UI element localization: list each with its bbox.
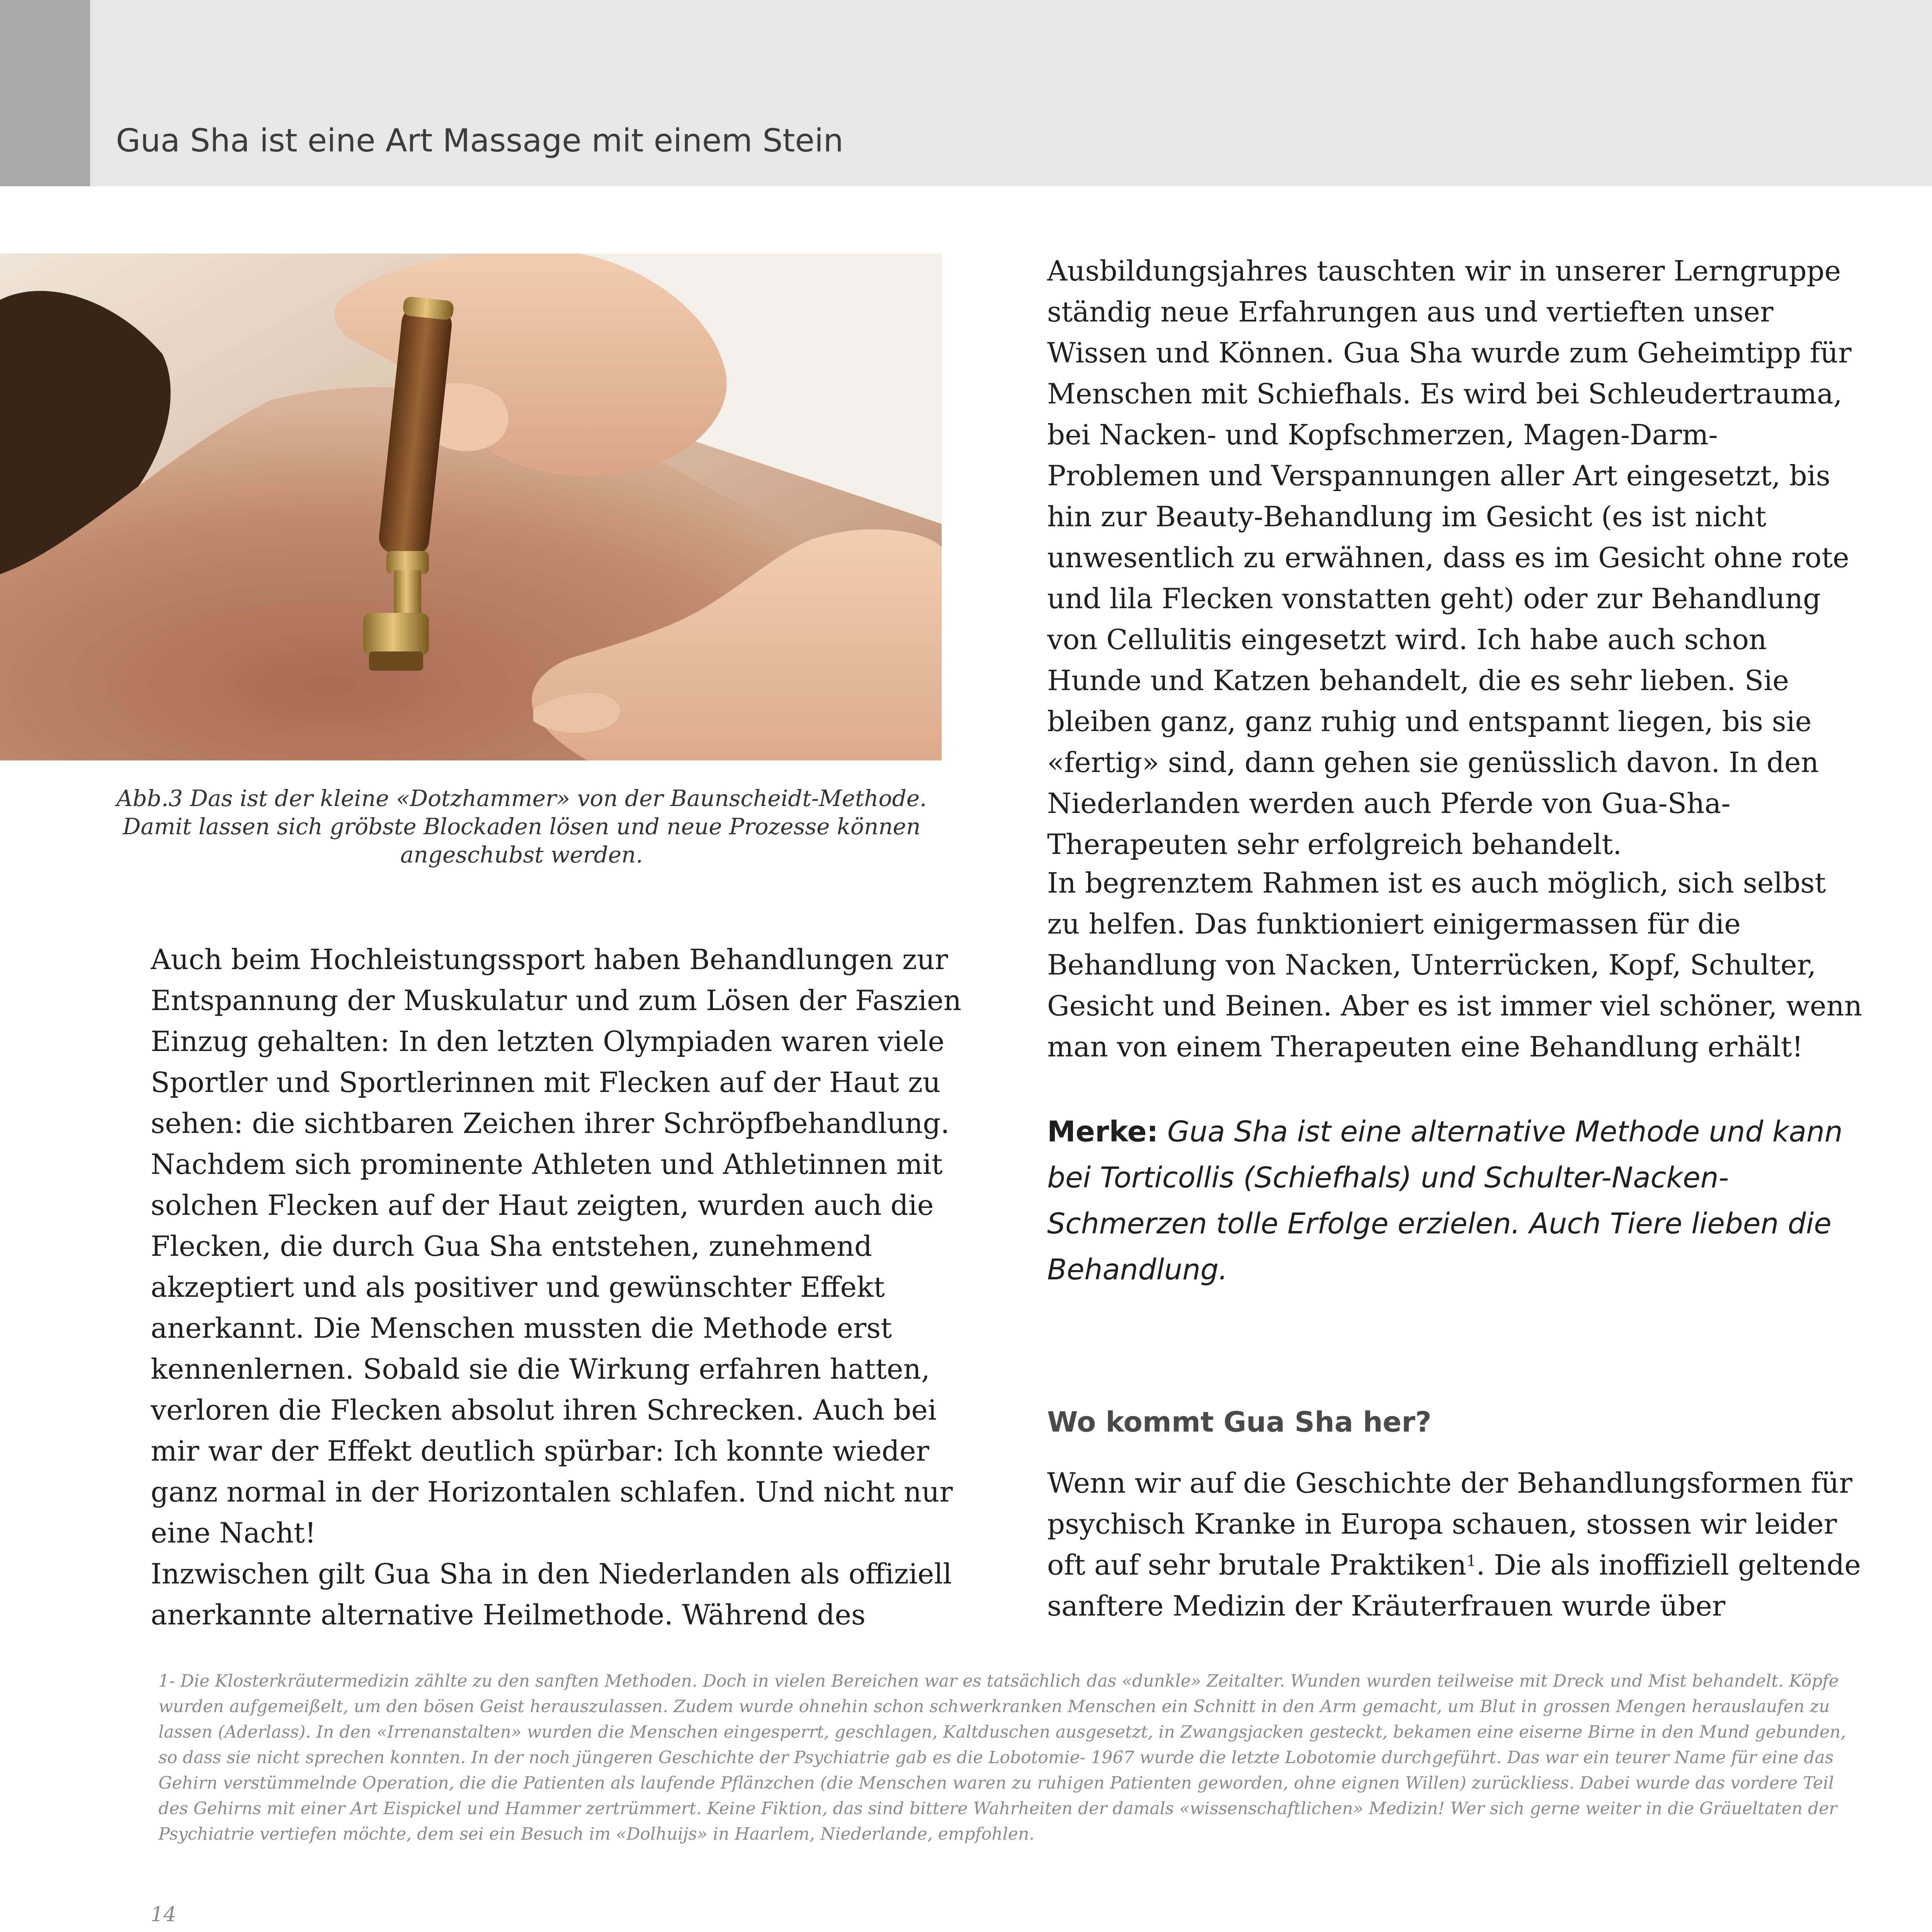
right-paragraph-1: Ausbildungsjahres tauschten wir in unserer Lerngruppe ständig neue Erfahrungen aus und vertieften unser Wissen und Können. Gua Sha wurde zum Geheimtipp für Menschen mit Schiefhals. Es wird bei Schleudertrauma, bei Nacken- und Kopfschmerzen, Magen-Darm-Problemen und Verspannungen aller Art eingesetzt, bis hin zur Beauty-Behandlung im Gesicht (es ist nicht unwesentlich zu erwähnen, dass es im Gesicht ohne rote und lila Flecken vonstatten geht) oder zur Behandlung von Cellulitis eingesetzt wird. Ich habe auch schon Hunde und Katzen behandelt, die es sehr lieben. Sie bleiben ganz, ganz ruhig und entspannt liegen, bis sie «fertig» sind, dann gehen sie genüsslich davon. In den Niederlanden werden auch Pferde von Gua-Sha-Therapeuten sehr erfolgreich behandelt. <box>1047 255 1852 861</box>
massage-photo <box>0 253 942 760</box>
footnote: 1- Die Klosterkräutermedizin zählte zu den sanften Methoden. Doch in vielen Bereichen war es tatsächlich das «dunkle» Zeitalter. Wunden wurden teilweise mit Dreck und Mist behandelt. Köpfe wurden aufgemeißelt, um den bösen Geist herauszulassen. Zudem wurde ohnehin schon schwerkranken Menschen ein Schnitt in den Arm gemacht, um Blut in grossen Mengen herauslaufen zu lassen (Aderlass). In den «Irrenanstalten» wurden die Menschen eingesperrt, geschlagen, Kaltduschen ausgesetzt, in Zwangsjacken gesteckt, bekamen eine eiserne Birne in den Mund gebunden, so dass sie nicht sprechen konnten. In der noch jüngeren Geschichte der Psychiatrie gab es die Lobotomie- 1967 wurde die letzte Lobotomie durchgeführt. Das war ein teurer Name für eine das Gehirn verstümmelnde Operation, die die Patienten als laufende Pflänzchen (die Menschen waren zu ruhigen Patienten geworden, ohne eignen Willen) zurückliess. Dabei wurde das vordere Teil des Gehirns mit einer Art Eispickel und Hammer zertrümmert. Keine Fiktion, das sind bittere Wahrheiten der damals «wissenschaftlichen» Medizin! Wer sich gerne weiter in die Gräueltaten der Psychiatrie vertiefen möchte, dem sei ein Besuch im «Dolhuijs» in Haarlem, Niederlande, empfohlen. <box>158 1671 1846 1844</box>
right-paragraph-3 <box>1047 1463 1866 1626</box>
section-heading: Wo kommt Gua Sha her? <box>1047 1406 1432 1438</box>
left-paragraph-2: Inzwischen gilt Gua Sha in den Niederlanden als offiziell anerkannte alternative Heilmethode. Während des <box>151 1558 952 1631</box>
merke-label: Merke: <box>1047 1115 1158 1148</box>
page-title: Gua Sha ist eine Art Massage mit einem Stein <box>116 122 844 159</box>
header-tab <box>0 0 90 186</box>
right-paragraph-2: In begrenztem Rahmen ist es auch möglich, sich selbst zu helfen. Das funktioniert einigermassen für die Behandlung von Nacken, Unterrücken, Kopf, Schulter, Gesicht und Beinen. Aber es ist immer viel schöner, wenn man von einem Therapeuten eine Behandlung erhält! <box>1047 867 1862 1063</box>
merke-text: Gua Sha ist eine alternative Methode und kann bei Torticollis (Schiefhals) und Schulter-Nacken-Schmerzen tolle Erfolge erzielen. Auch Tiere lieben die Behandlung. <box>1047 1115 1843 1286</box>
merke-note <box>1047 1109 1866 1293</box>
paragraph-text-after-note: . Die als inoffiziell geltende sanftere Medizin der Kräuterfrauen wurde über <box>1047 1549 1861 1622</box>
paragraph-text-before-note: Wenn wir auf die Geschichte der Behandlungsformen für psychisch Kranke in Europa schauen, stossen wir leider oft auf sehr brutale Praktiken <box>1047 1467 1852 1581</box>
figure-caption: Abb.3 Das ist der kleine «Dotzhammer» von der Baunscheidt-Methode. Damit lassen sich gröbste Blockaden lösen und neue Prozesse können angeschubst werden. <box>116 785 927 868</box>
footnote-marker[interactable]: 1 <box>1466 1552 1476 1570</box>
page-number: 14 <box>151 1903 177 1926</box>
left-paragraph-1: Auch beim Hochleistungssport haben Behandlungen zur Entspannung der Muskulatur und zum Lösen der Faszien Einzug gehalten: In den letzten Olympiaden waren viele Sportler und Sportlerinnen mit Flecken auf der Haut zu sehen: die sichtbaren Zeichen ihrer Schröpfbehandlung. Nachdem sich prominente Athleten und Athletinnen mit solchen Flecken auf der Haut zeigten, wurden auch die Flecken, die durch Gua Sha entstehen, zunehmend akzeptiert und als positiver und gewünschter Effekt anerkannt. Die Menschen mussten die Methode erst kennenlernen. Sobald sie die Wirkung erfahren hatten, verloren die Flecken absolut ihren Schrecken. Auch bei mir war der Effekt deutlich spürbar: Ich konnte wieder ganz normal in der Horizontalen schlafen. Und nicht nur eine Nacht! <box>151 943 961 1549</box>
header-band <box>0 0 1932 186</box>
